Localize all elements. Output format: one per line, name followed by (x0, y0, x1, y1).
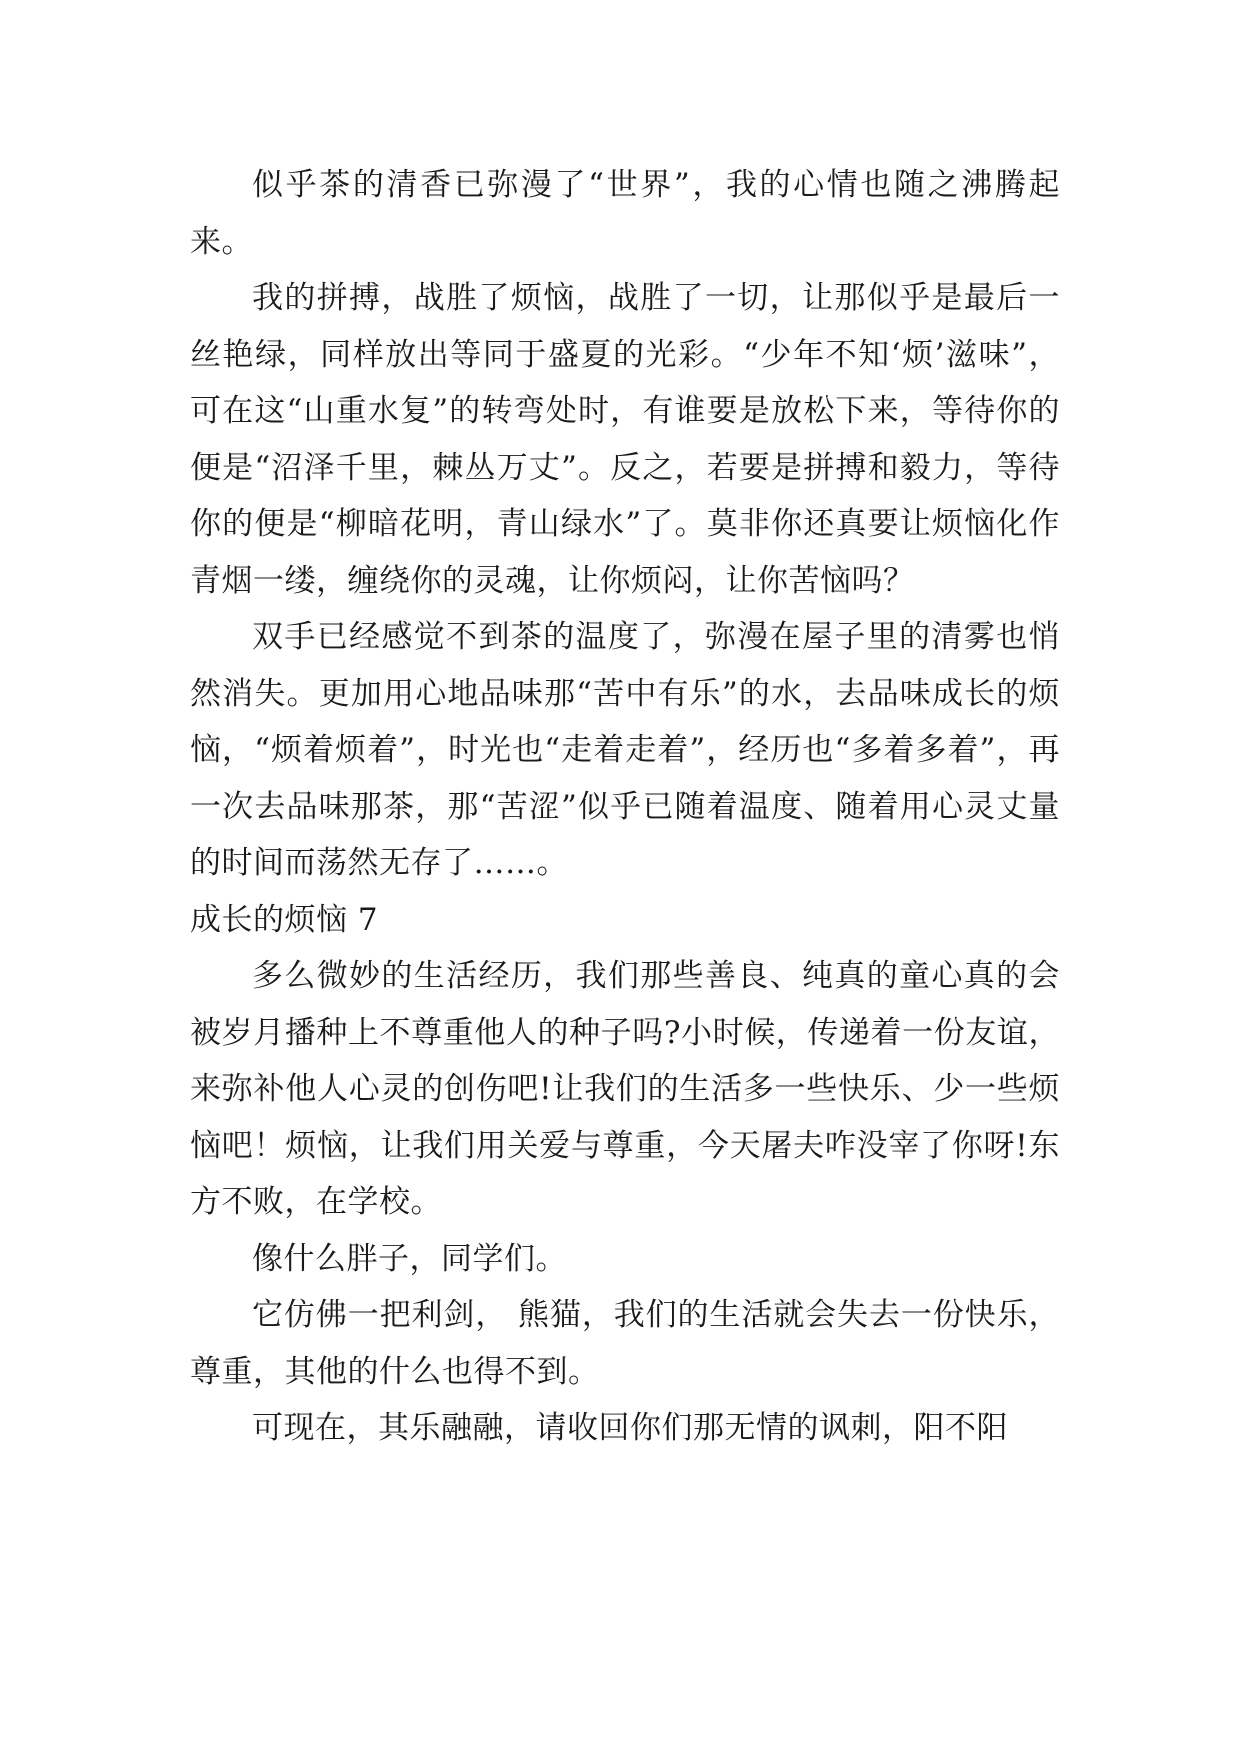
section-heading: 成长的烦恼 7 (190, 901, 379, 938)
paragraph: 多么微妙的生活经历，我们那些善良、纯真的童心真的会被岁月播种上不尊重他人的种子吗?小时候，传递着一份友谊，来弥补他人心灵的创伤吧!让我们的生活多一些快乐、少一些烦恼吧！烦恼，让我们用关爱与尊重，今天屠夫咋没宰了你呀!东方不败，在学校。 (190, 958, 1060, 1220)
paragraph: 双手已经感觉不到茶的温度了，弥漫在屋子里的清雾也悄然消失。更加用心地品味那“苦中有乐”的水，去品味成长的烦恼，“烦着烦着”，时光也“走着走着”，经历也“多着多着”，再一次去品味那茶，那“苦涩”似乎已随着温度、随着用心灵丈量的时间而荡然无存了……。 (190, 619, 1060, 881)
paragraph: 我的拼搏，战胜了烦恼，战胜了一切，让那似乎是最后一丝艳绿，同样放出等同于盛夏的光彩。“少年不知‘烦’滋味”，可在这“山重水复”的转弯处时，有谁要是放松下来，等待你的便是“沼泽千里，棘丛万丈”。反之，若要是拼搏和毅力，等待你的便是“柳暗花明，青山绿水”了。莫非你还真要让烦恼化作青烟一缕，缠绕你的灵魂，让你烦闷，让你苦恼吗？ (190, 280, 1060, 599)
document-body (190, 157, 1060, 1457)
paragraph: 它仿佛一把利剑， 熊猫，我们的生活就会失去一份快乐，尊重，其他的什么也得不到。 (190, 1297, 1060, 1390)
paragraph: 可现在，其乐融融，请收回你们那无情的讽刺，阳不阳 (252, 1410, 1008, 1446)
paragraph: 似乎茶的清香已弥漫了“世界”，我的心情也随之沸腾起来。 (190, 167, 1060, 260)
paragraph: 像什么胖子，同学们。 (252, 1240, 567, 1277)
